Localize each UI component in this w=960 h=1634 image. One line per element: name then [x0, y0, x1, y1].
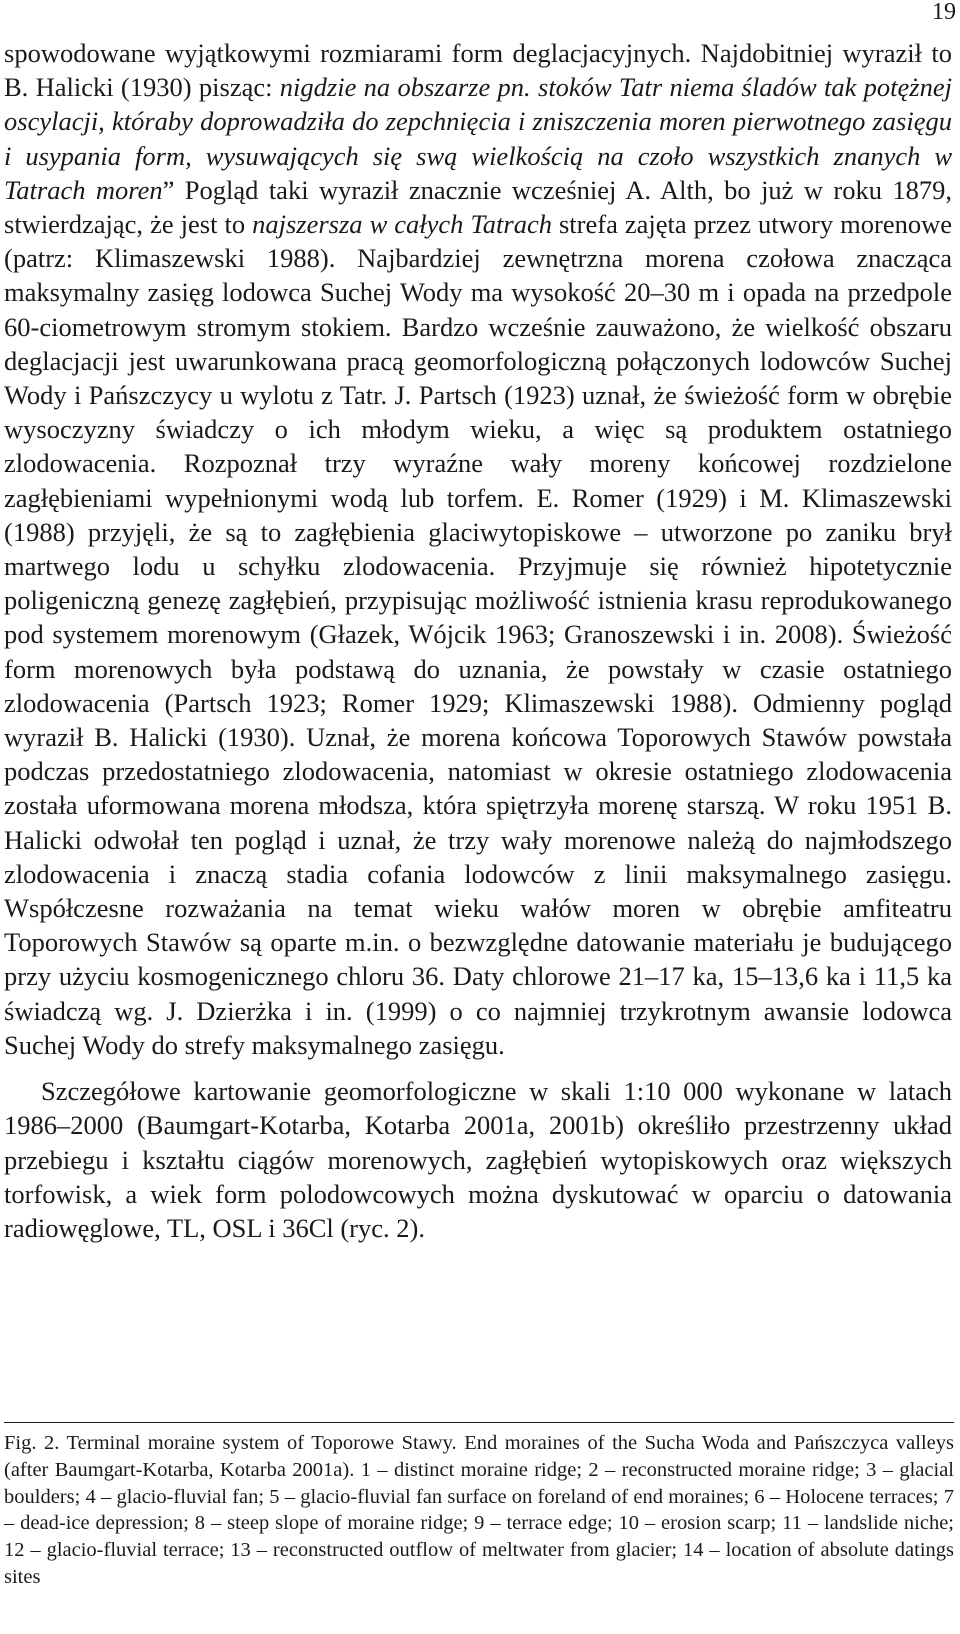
italic-quote: nigdzie na obszarze pn. stoków Tatr niema śladów tak potężnej oscylacji, któraby doprowadziła do zepchnięcia i zniszczenia moren pierwotnego zasięgu i usypania form, wysuwających się swą wielkością na czoło wszystkich znanych w Tatrach moren	[4, 72, 952, 205]
text-run: Szczegółowe kartowanie geomorfologiczne w skali 1:10 000 wykonane w latach 1986–2000 (Baumgart-Kotarba, Kotarba 2001a, 2001b) określiło przestrzenny układ przebiegu i kształtu ciągów morenowych, zagłębień wytopiskowych oraz większych torfowisk, a wiek form polodowcowych można dyskutować w oparciu o datowania radiowęglowe, TL, OSL i 36Cl (ryc. 2).	[4, 1076, 952, 1243]
text-run: strefa zajęta przez utwory morenowe (patrz: Klimaszewski 1988). Najbardziej zewnętrzna morena czołowa znacząca maksymalny zasięg lodowca Suchej Wody ma wysokość 20–30 m i opada na przedpole 60-ciometrowym stromym stokiem. Bardzo wcześnie zauważono, że wielkość obszaru deglacjacji jest uwarunkowana pracą geomorfologiczną połączonych lodowców Suchej Wody i Pańszczycy u wylotu z Tatr. J. Partsch (1923) uznał, że świeżość form w obrębie wysoczyzny świadczy o ich młodym wieku, a więc są produktem ostatniego zlodowacenia. Rozpoznał trzy wyraźne wały moreny końcowej rozdzielone zagłębieniami wypełnionymi wodą lub torfem. E. Romer (1929) i M. Klimaszewski (1988) przyjęli, że są to zagłębienia glaciwytopiskowe – utworzone po zaniku brył martwego lodu u schyłku zlodowacenia. Przyjmuje się również hipotetycznie poligeniczną genezę zagłębień, przypisując możliwość istnienia krasu reprodukowanego pod systemem morenowym (Głazek, Wójcik 1963; Granoszewski i in. 2008). Świeżość form morenowych była podstawą do uznania, że powstały w czasie ostatniego zlodowacenia (Partsch 1923; Romer 1929; Klimaszewski 1988). Odmienny pogląd wyraził B. Halicki (1930). Uznał, że morena końcowa Toporowych Stawów powstała podczas przedostatniego zlodowacenia, natomiast w okresie ostatniego zlodowacenia została uformowana morena młodsza, która spiętrzyła morenę starszą. W roku 1951 B. Halicki odwołał ten pogląd i uznał, że trzy wały morenowe należą do najmłodszego zlodowacenia i znaczą stadia cofania lodowców z linii maksymalnego zasięgu. Współczesne rozważania na temat wieku wałów moren w obrębie amfiteatru Toporowych Stawów są oparte m.in. o bezwzględne datowanie materiału je budującego przy użyciu kosmogenicznego chloru 36. Daty chlorowe 21–17 ka, 15–13,6 ka i 11,5 ka świadczą wg. J. Dzierżka i in. (1999) o co najmniej trzykrotnym awansie lodowca Suchej Wody do strefy maksymalnego zasięgu.	[4, 209, 953, 1060]
text-run: spowodowane wyjątkowymi rozmiarami form deglacjacyjnych. Najdobitniej wyraził to B. Halicki (1930) pisząc:	[4, 38, 952, 103]
caption-divider	[4, 1422, 954, 1423]
paragraph-2	[4, 1074, 952, 1245]
figure-caption: Fig. 2. Terminal moraine system of Toporowe Stawy. End moraines of the Sucha Woda and Pańszczyca valleys (after Baumgart-Kotarba, Kotarba 2001a). 1 – distinct moraine ridge; 2 – reconstructed moraine ridge; 3 – glacial boulders; 4 – glacio-fluvial fan; 5 – glacio-fluvial fan surface on foreland of end moraines; 6 – Holocene terraces; 7 – dead-ice depression; 8 – steep slope of moraine ridge; 9 – terrace edge; 10 – erosion scarp; 11 – landslide niche; 12 – glacio-fluvial terrace; 13 – reconstructed outflow of meltwater from glacier; 14 – location of absolute datings sites	[4, 1432, 954, 1588]
text-run: ” Pogląd taki wyraził znacznie wcześniej A. Alth, bo już w roku 1879, stwierdzając, że jest to	[4, 174, 952, 240]
italic-quote: najszersza w całych Tatrach	[252, 209, 552, 240]
body-text	[4, 36, 952, 1245]
paragraph-1	[4, 36, 952, 1062]
page-number: 19	[932, 0, 956, 25]
